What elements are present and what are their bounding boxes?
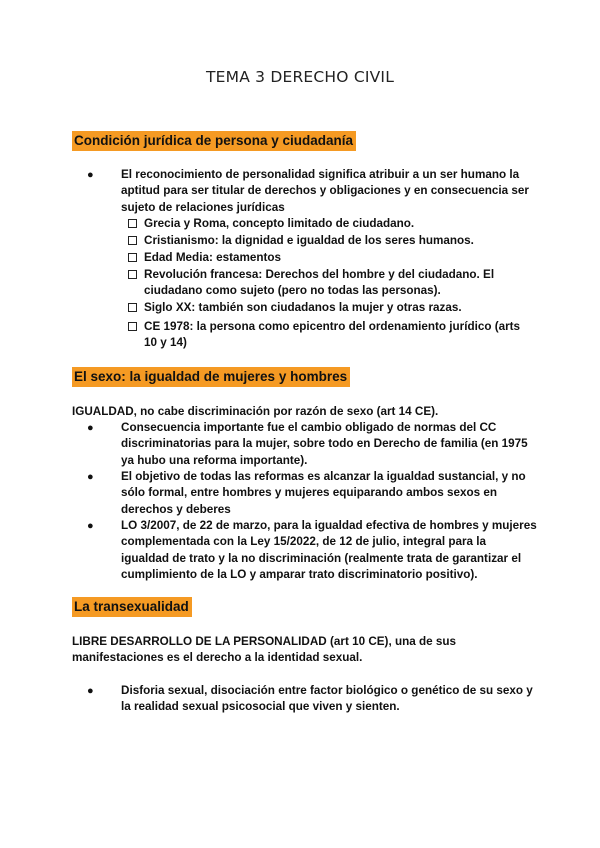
checkbox-icon <box>128 322 137 331</box>
bullet-text: Consecuencia importante fue el cambio obligado de normas del CC discriminatorias para la mujer, sobre todo en Derecho de familia (en 1975 ya hubo una reforma importante). <box>121 421 528 467</box>
checkbox-icon <box>128 236 137 245</box>
document-title: TEMA 3 DERECHO CIVIL <box>205 68 395 86</box>
checklist-text: Grecia y Roma, concepto limitado de ciudadano. <box>144 217 415 230</box>
bullet-dot: ● <box>87 422 94 434</box>
section-heading-transexualidad: La transexualidad <box>72 597 192 617</box>
bullet-dot: ● <box>87 685 94 697</box>
section-heading-sexo: El sexo: la igualdad de mujeres y hombres <box>72 367 350 387</box>
section-intro: LIBRE DESARROLLO DE LA PERSONALIDAD (art 10 CE), una de sus manifestaciones es el derecho a la identidad sexual. <box>72 635 456 665</box>
bullet-dot: ● <box>87 169 94 181</box>
checkbox-icon <box>128 270 137 279</box>
bullet-dot: ● <box>87 520 94 532</box>
bullet-text: El objetivo de todas las reformas es alcanzar la igualdad sustancial, y no sólo formal, entre hombres y mujeres equiparando ambos sexos en derechos y deberes <box>121 470 526 516</box>
checklist-text: Siglo XX: también son ciudadanos la mujer y otras razas. <box>144 301 462 314</box>
bullet-text: El reconocimiento de personalidad significa atribuir a un ser humano la aptitud para ser titular de derechos y obligaciones y en consecuencia ser sujeto de relaciones jurídicas <box>121 168 529 214</box>
checklist-text: Cristianismo: la dignidad e igualdad de los seres humanos. <box>144 234 474 247</box>
checkbox-icon <box>128 303 137 312</box>
bullet-dot: ● <box>87 471 94 483</box>
bullet-text: LO 3/2007, de 22 de marzo, para la igualdad efectiva de hombres y mujeres complementada con la Ley 15/2022, de 12 de julio, integral para la igualdad de trato y la no discriminación (realmente trata de garantizar el cumplimiento de la LO y amparar trato discriminatorio positivo). <box>121 519 537 581</box>
section-intro: IGUALDAD, no cabe discriminación por razón de sexo (art 14 CE). <box>72 405 439 418</box>
checkbox-icon <box>128 219 137 228</box>
bullet-text: Disforia sexual, disociación entre factor biológico o genético de su sexo y la realidad sexual psicosocial que viven y sienten. <box>121 684 533 714</box>
checklist-text: Edad Media: estamentos <box>144 251 282 264</box>
checklist-text: CE 1978: la persona como epicentro del ordenamiento jurídico (arts 10 y 14) <box>144 320 521 350</box>
checkbox-icon <box>128 253 137 262</box>
checklist-text: Revolución francesa: Derechos del hombre y del ciudadano. El ciudadano como sujeto (pero no todas las personas). <box>144 268 495 298</box>
section-heading-persona: Condición jurídica de persona y ciudadanía <box>72 131 356 151</box>
